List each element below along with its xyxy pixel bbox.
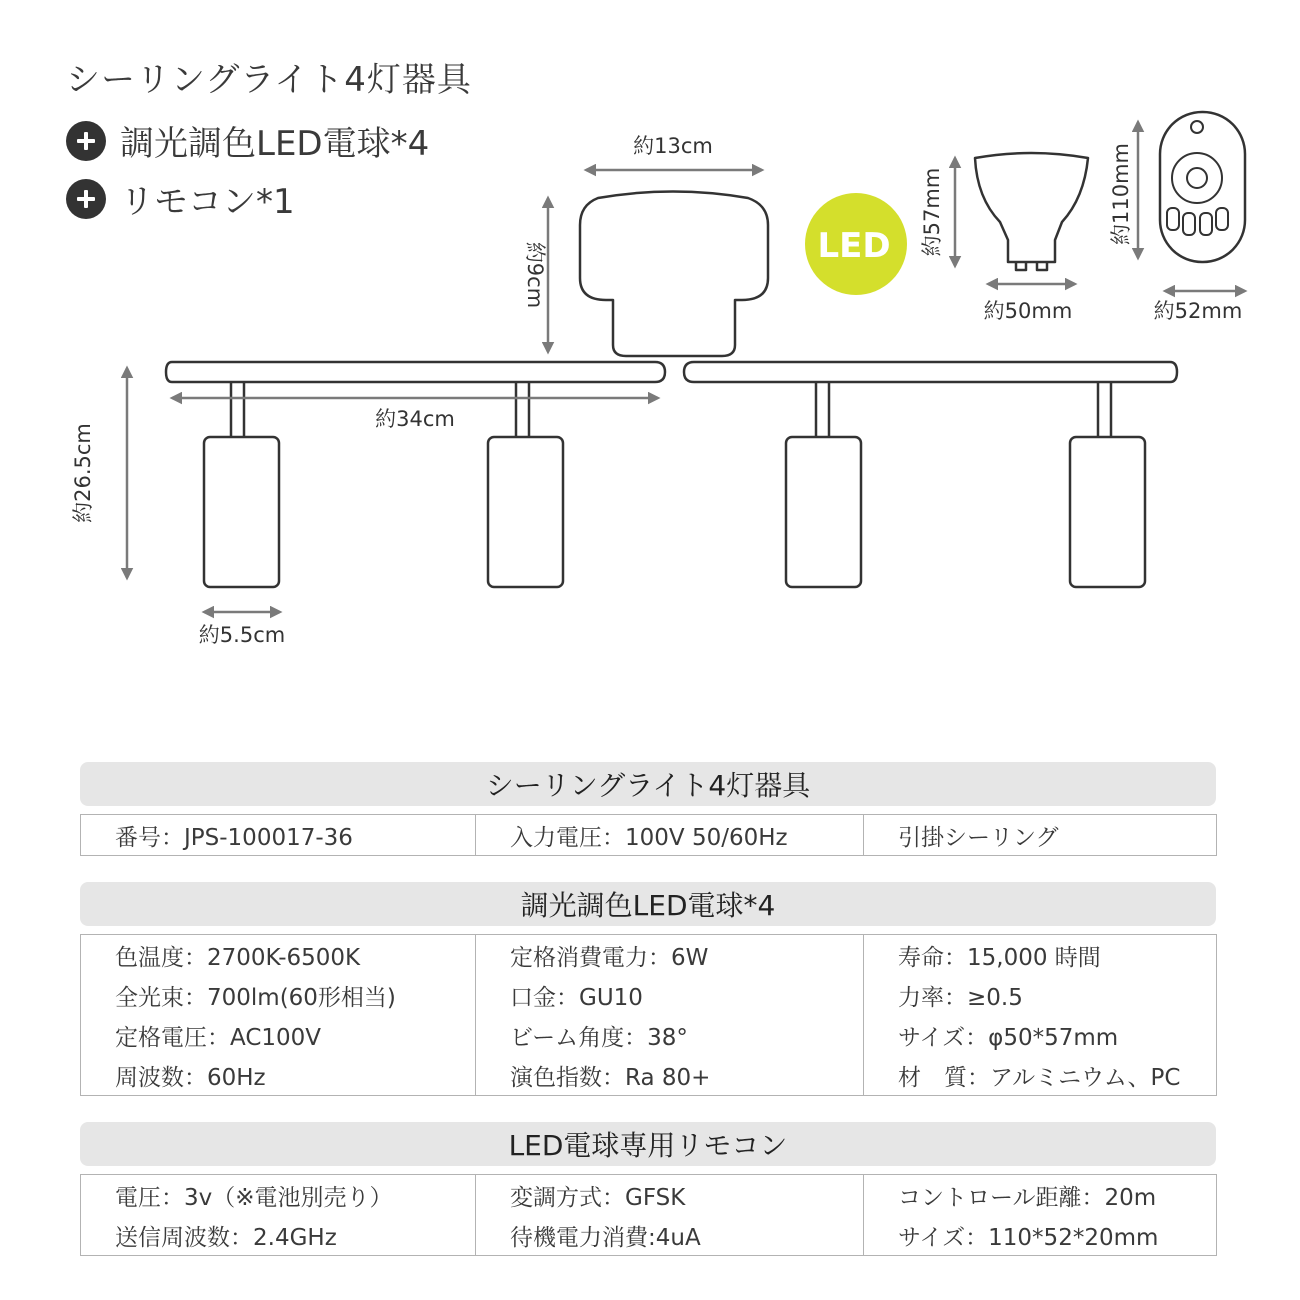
dim-base-width: 約13cm <box>633 134 713 158</box>
dim-bulb-width: 約50mm <box>983 299 1073 323</box>
dim-shade-width: 約5.5cm <box>198 623 286 647</box>
table-row <box>81 935 1217 976</box>
dim-remote-height: 約110mm <box>1109 143 1133 245</box>
spec-table <box>80 1174 1217 1256</box>
spec-cell: 変調方式：GFSK <box>476 1175 864 1216</box>
spec-cell: ビーム角度：38° <box>476 1015 864 1055</box>
spec-table <box>80 934 1217 1096</box>
table-row <box>81 1015 1217 1055</box>
dim-base-height: 約9cm <box>523 241 547 309</box>
shade-3-shape <box>786 437 861 587</box>
table-row <box>81 815 1217 856</box>
table-row <box>81 975 1217 1015</box>
spec-cell: 定格電圧：AC100V <box>81 1015 476 1055</box>
dim-bar-width: 約34cm <box>375 407 455 431</box>
shade-4-shape <box>1070 437 1145 587</box>
section-title: LED電球専用リモコン <box>80 1122 1216 1166</box>
dim-bulb-height: 約57mm <box>920 167 944 257</box>
right-bar-shape <box>684 362 1177 382</box>
ceiling-base-shape <box>580 192 768 357</box>
table-row <box>81 1055 1217 1096</box>
spec-cell: コントロール距離：20m <box>864 1175 1217 1216</box>
table-row <box>81 1175 1217 1216</box>
product-title: シーリングライト4灯器具 <box>66 60 472 100</box>
spec-cell: 引掛シーリング <box>864 815 1217 856</box>
spec-cell: 演色指数：Ra 80+ <box>476 1055 864 1096</box>
section-title: シーリングライト4灯器具 <box>80 762 1216 806</box>
led-badge-label: LED <box>817 226 891 266</box>
bulb-shape <box>975 153 1088 262</box>
dim-remote-width: 約52mm <box>1153 299 1243 323</box>
spec-cell: サイズ：110*52*20mm <box>864 1215 1217 1256</box>
section-title: 調光調色LED電球*4 <box>80 882 1216 926</box>
spec-cell: 材 質：アルミニウム、PC <box>864 1055 1217 1096</box>
table-row <box>81 1215 1217 1256</box>
spec-section-bulb <box>80 882 1216 1096</box>
included-item-label: リモコン*1 <box>120 182 295 222</box>
spec-section-remote <box>80 1122 1216 1256</box>
dim-total-height: 約26.5cm <box>71 423 95 523</box>
spec-cell: 定格消費電力：6W <box>476 935 864 976</box>
spec-section-fixture <box>80 762 1216 856</box>
spec-cell: 全光束：700lm(60形相当) <box>81 975 476 1015</box>
spec-cell: 入力電圧：100V 50/60Hz <box>476 815 864 856</box>
spec-cell: 電圧：3v（※電池別売り） <box>81 1175 476 1216</box>
spec-cell: 番号：JPS-100017-36 <box>81 815 476 856</box>
spec-cell: 周波数：60Hz <box>81 1055 476 1096</box>
left-bar-shape <box>166 362 665 382</box>
included-item-label: 調光調色LED電球*4 <box>120 124 430 164</box>
spec-cell: 力率：≥0.5 <box>864 975 1217 1015</box>
shade-1-shape <box>204 437 279 587</box>
spec-cell: 寿命：15,000 時間 <box>864 935 1217 976</box>
spec-cell: 送信周波数：2.4GHz <box>81 1215 476 1256</box>
spec-cell: 口金：GU10 <box>476 975 864 1015</box>
shade-2-shape <box>488 437 563 587</box>
spec-cell: サイズ：φ50*57mm <box>864 1015 1217 1055</box>
spec-table <box>80 814 1217 856</box>
spec-cell: 待機電力消費:4uA <box>476 1215 864 1256</box>
spec-cell: 色温度：2700K-6500K <box>81 935 476 976</box>
